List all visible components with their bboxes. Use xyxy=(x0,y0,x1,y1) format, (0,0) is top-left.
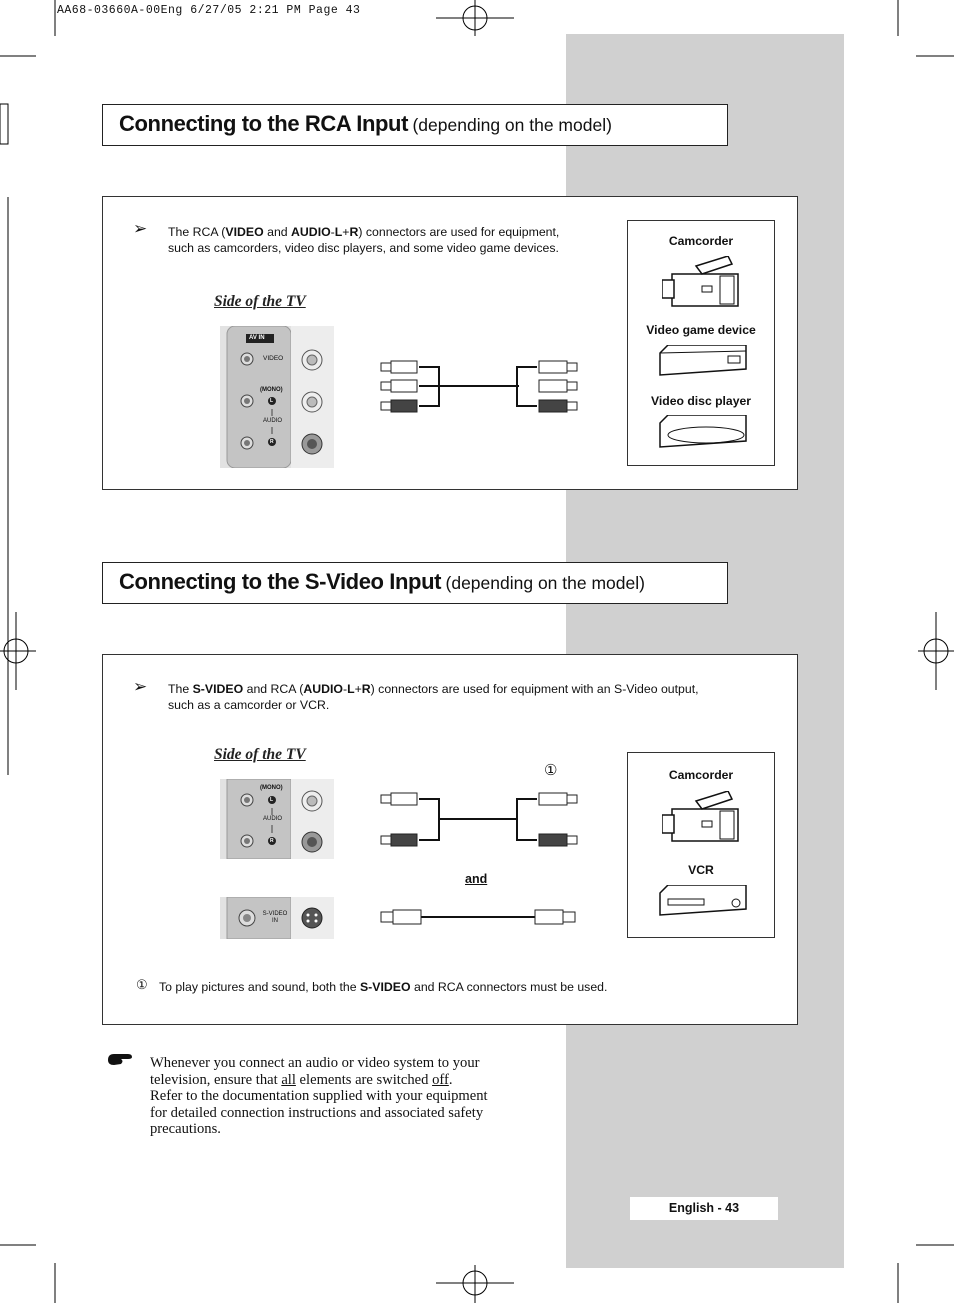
svideo-side-label: Side of the TV xyxy=(214,746,306,763)
safety-note: Whenever you connect an audio or video system to your television, ensure that all elements are switched off. Refer to the documentation supplied with your equipment for detailed connection instructions and associated safety precautions. xyxy=(150,1055,488,1137)
svideo-title: Connecting to the S-Video Input xyxy=(119,569,442,594)
device-label-camcorder: Camcorder xyxy=(668,234,734,248)
device-label-camcorder: Camcorder xyxy=(668,768,734,782)
game-device-icon xyxy=(656,345,748,379)
svideo-title-box xyxy=(102,562,728,604)
footnote-marker: ① xyxy=(136,977,148,992)
svideo-footnote: To play pictures and sound, both the S-VIDEO and RCA connectors must be used. xyxy=(159,980,608,994)
camcorder-icon xyxy=(662,791,742,843)
rca-side-label: Side of the TV xyxy=(214,293,306,310)
device-label-game: Video game device xyxy=(646,323,756,337)
note-arrow-icon: ➢ xyxy=(133,219,148,238)
rca-device-box xyxy=(627,220,775,466)
svideo-audio-cable xyxy=(379,791,579,847)
svideo-description: The S-VIDEO and RCA (AUDIO-L+R) connectors are used for equipment with an S-Video output, such as a camcorder or VCR. xyxy=(168,682,699,712)
page-number: English - 43 xyxy=(668,1201,740,1215)
rca-description: The RCA (VIDEO and AUDIO-L+R) connectors are used for equipment, such as camcorders, video disc players, and some video game devices. xyxy=(168,225,560,255)
rca-jack-panel: AV IN VIDEO (MONO) L AUDIO R xyxy=(220,326,334,468)
device-label-vcr: VCR xyxy=(688,863,714,877)
note-arrow-icon: ➢ xyxy=(133,677,148,696)
vcr-icon xyxy=(656,885,748,919)
svideo-device-box xyxy=(627,752,775,938)
rca-cable xyxy=(379,359,579,417)
svideo-cable xyxy=(379,906,579,928)
and-label: and xyxy=(465,872,488,886)
svideo-panel xyxy=(102,654,798,1025)
svideo-jack-panel: S-VIDEO IN xyxy=(220,897,334,939)
rca-title-box xyxy=(102,104,728,146)
rca-panel xyxy=(102,196,798,490)
pointing-hand-icon xyxy=(106,1051,134,1069)
svideo-subtitle: (depending on the model) xyxy=(445,573,645,593)
marker-1: ① xyxy=(544,762,558,779)
page-number-box xyxy=(630,1197,778,1220)
device-label-disc: Video disc player xyxy=(650,394,752,408)
rca-subtitle: (depending on the model) xyxy=(412,115,612,135)
svideo-audio-jack-panel: (MONO) L AUDIO R xyxy=(220,779,334,859)
disc-player-icon xyxy=(656,415,748,451)
camcorder-icon xyxy=(662,256,742,308)
print-header: AA68-03660A-00Eng 6/27/05 2:21 PM Page 43 xyxy=(57,4,361,17)
rca-title: Connecting to the RCA Input xyxy=(119,111,409,136)
